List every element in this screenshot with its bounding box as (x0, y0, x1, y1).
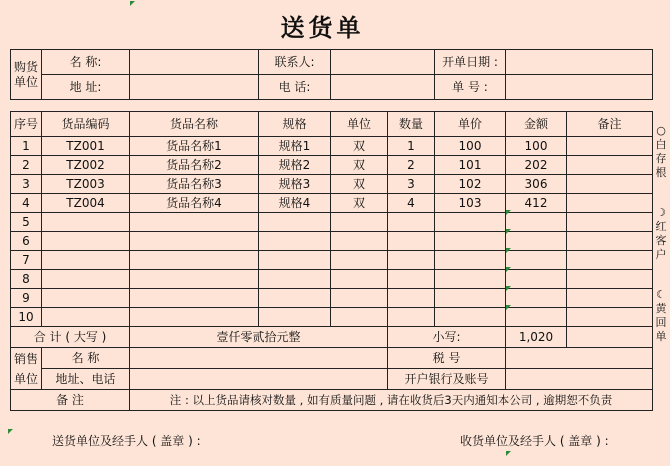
remark-label: 备 注 (11, 390, 130, 411)
comment-marker (506, 248, 511, 253)
cell-amount[interactable] (506, 213, 567, 232)
cell-note[interactable] (567, 308, 653, 327)
cell-price[interactable] (435, 270, 506, 289)
cell-unit[interactable] (331, 270, 388, 289)
cell-price[interactable]: 100 (435, 137, 506, 156)
comment-marker (506, 451, 511, 456)
seller-address-field[interactable] (130, 369, 388, 390)
cell-qty[interactable]: 3 (388, 175, 435, 194)
cell-unit[interactable]: 双 (331, 137, 388, 156)
cell-qty[interactable]: 1 (388, 137, 435, 156)
cell-code[interactable] (42, 289, 130, 308)
header-cell: 单价 (435, 112, 506, 137)
cell-amount[interactable]: 100 (506, 137, 567, 156)
buyer-section-label: 购货单位 (11, 50, 42, 100)
total-small-label: 小写: (388, 327, 506, 348)
total-small-value: 1,020 (506, 327, 567, 348)
cell-seq: 8 (11, 270, 42, 289)
seller-name-field[interactable] (130, 348, 388, 369)
buyer-contact-label: 联系人: (259, 50, 331, 75)
items-table (10, 111, 653, 411)
cell-price[interactable] (435, 251, 506, 270)
header-cell: 金额 (506, 112, 567, 137)
cell-unit[interactable]: 双 (331, 156, 388, 175)
buyer-name-label: 名 称: (42, 50, 130, 75)
side-note-white (654, 124, 668, 180)
cell-spec[interactable]: 规格1 (259, 137, 331, 156)
table-row (11, 194, 653, 213)
cell-qty[interactable] (388, 270, 435, 289)
cell-amount[interactable] (506, 270, 567, 289)
cell-seq: 6 (11, 232, 42, 251)
header-cell: 数量 (388, 112, 435, 137)
cell-item-name[interactable] (130, 232, 259, 251)
cell-spec[interactable] (259, 270, 331, 289)
header-cell: 序号 (11, 112, 42, 137)
cell-unit[interactable] (331, 251, 388, 270)
cell-seq: 4 (11, 194, 42, 213)
table-row (11, 308, 653, 327)
header-cell: 单位 (331, 112, 388, 137)
total-uppercase-value: 壹仟零贰拾元整 (130, 327, 388, 348)
table-row (11, 175, 653, 194)
comment-marker (506, 305, 511, 310)
cell-amount[interactable] (506, 289, 567, 308)
buyer-number-field[interactable] (506, 75, 653, 100)
remark-row (11, 390, 653, 411)
cell-amount[interactable]: 202 (506, 156, 567, 175)
seller-row-1 (11, 348, 653, 369)
cell-qty[interactable] (388, 213, 435, 232)
buyer-contact-field[interactable] (331, 50, 435, 75)
comment-marker (506, 286, 511, 291)
cell-code[interactable]: TZ004 (42, 194, 130, 213)
cell-qty[interactable]: 4 (388, 194, 435, 213)
buyer-info-table (10, 49, 653, 100)
seller-address-label: 地址、电话 (42, 369, 130, 390)
cell-code[interactable] (42, 270, 130, 289)
cell-note[interactable] (567, 213, 653, 232)
cell-seq: 10 (11, 308, 42, 327)
cell-unit[interactable] (331, 308, 388, 327)
cell-code[interactable]: TZ002 (42, 156, 130, 175)
cell-spec[interactable] (259, 308, 331, 327)
cell-spec[interactable] (259, 232, 331, 251)
header-cell: 货品编码 (42, 112, 130, 137)
cell-note[interactable] (567, 137, 653, 156)
table-row (11, 156, 653, 175)
cell-amount[interactable] (506, 232, 567, 251)
cell-price[interactable]: 102 (435, 175, 506, 194)
cell-price[interactable]: 103 (435, 194, 506, 213)
cell-note[interactable] (567, 251, 653, 270)
cell-code[interactable]: TZ001 (42, 137, 130, 156)
side-note-text: 红客户 (655, 220, 667, 261)
buyer-phone-label: 电 话: (259, 75, 331, 100)
cell-price[interactable]: 101 (435, 156, 506, 175)
cell-item-name[interactable]: 货品名称1 (130, 137, 259, 156)
cell-qty[interactable] (388, 232, 435, 251)
cell-spec[interactable]: 规格3 (259, 175, 331, 194)
cell-spec[interactable] (259, 213, 331, 232)
page-title: 送货单 (280, 14, 365, 42)
cell-spec[interactable] (259, 251, 331, 270)
cell-price[interactable] (435, 308, 506, 327)
cell-code[interactable] (42, 213, 130, 232)
sender-signature-label: 送货单位及经手人 ( 盖章 ) : (52, 434, 201, 448)
seller-row-2 (11, 369, 653, 390)
cell-price[interactable] (435, 232, 506, 251)
cell-item-name[interactable]: 货品名称3 (130, 175, 259, 194)
cell-amount[interactable]: 412 (506, 194, 567, 213)
cell-qty[interactable] (388, 308, 435, 327)
cell-code[interactable] (42, 232, 130, 251)
cell-unit[interactable] (331, 289, 388, 308)
cell-qty[interactable] (388, 251, 435, 270)
cell-item-name[interactable] (130, 270, 259, 289)
buyer-address-label: 地 址: (42, 75, 130, 100)
cell-seq: 2 (11, 156, 42, 175)
cell-seq: 9 (11, 289, 42, 308)
table-row (11, 137, 653, 156)
comment-marker (8, 429, 13, 434)
cell-item-name[interactable]: 货品名称2 (130, 156, 259, 175)
comment-marker (506, 210, 511, 215)
cell-amount[interactable]: 306 (506, 175, 567, 194)
cell-item-name[interactable] (130, 308, 259, 327)
remark-text: 注 : 以上货品请核对数量 , 如有质量问题 , 请在收货后3天内通知本公司 , 逾期恕不负责 (130, 390, 653, 411)
buyer-address-field[interactable] (130, 75, 259, 100)
cell-seq: 5 (11, 213, 42, 232)
buyer-phone-field[interactable] (331, 75, 435, 100)
cell-code[interactable] (42, 308, 130, 327)
table-row (11, 289, 653, 308)
cell-code[interactable]: TZ003 (42, 175, 130, 194)
cell-note[interactable] (567, 232, 653, 251)
cell-item-name[interactable] (130, 289, 259, 308)
receiver-signature-label: 收货单位及经手人 ( 盖章 ) : (460, 434, 609, 448)
cell-spec[interactable] (259, 289, 331, 308)
total-label: 合 计 ( 大写 ) (11, 327, 130, 348)
cell-unit[interactable] (331, 213, 388, 232)
cell-item-name[interactable]: 货品名称4 (130, 194, 259, 213)
side-note-yellow (654, 288, 668, 344)
cell-unit[interactable] (331, 232, 388, 251)
circle-icon: ○ (656, 124, 666, 137)
cell-note[interactable] (567, 289, 653, 308)
buyer-date-field[interactable] (506, 50, 653, 75)
cell-seq: 3 (11, 175, 42, 194)
side-note-text: 黄回单 (655, 302, 667, 343)
cell-code[interactable] (42, 251, 130, 270)
total-note-cell (567, 327, 653, 348)
cell-amount[interactable] (506, 251, 567, 270)
header-cell: 货品名称 (130, 112, 259, 137)
total-row (11, 327, 653, 348)
cell-price[interactable] (435, 289, 506, 308)
cell-note[interactable] (567, 175, 653, 194)
cell-unit[interactable]: 双 (331, 175, 388, 194)
side-note-text: 白存根 (655, 138, 667, 179)
comment-marker (506, 267, 511, 272)
seller-bank-label: 开户银行及账号 (388, 369, 506, 390)
table-row (11, 270, 653, 289)
header-cell: 备注 (567, 112, 653, 137)
cell-item-name[interactable] (130, 213, 259, 232)
comment-marker (506, 229, 511, 234)
table-row (11, 213, 653, 232)
seller-name-label: 名 称 (42, 348, 130, 369)
seller-bank-field[interactable] (506, 369, 653, 390)
cell-item-name[interactable] (130, 251, 259, 270)
cell-seq: 1 (11, 137, 42, 156)
cell-qty[interactable]: 2 (388, 156, 435, 175)
cell-amount[interactable] (506, 308, 567, 327)
cell-note[interactable] (567, 156, 653, 175)
crescent-icon: ☾ (656, 288, 666, 301)
items-header-row (11, 112, 653, 137)
buyer-date-label: 开单日期 : (435, 50, 506, 75)
table-row (11, 251, 653, 270)
cell-seq: 7 (11, 251, 42, 270)
crescent-icon: ☽ (656, 206, 666, 219)
side-note-red (654, 206, 668, 262)
buyer-number-label: 单 号 : (435, 75, 506, 100)
buyer-name-field[interactable] (130, 50, 259, 75)
cell-spec[interactable]: 规格2 (259, 156, 331, 175)
header-cell: 规格 (259, 112, 331, 137)
cell-price[interactable] (435, 213, 506, 232)
comment-marker (130, 1, 135, 6)
cell-qty[interactable] (388, 289, 435, 308)
seller-section-label: 销售单位 (11, 348, 42, 390)
cell-note[interactable] (567, 270, 653, 289)
cell-unit[interactable]: 双 (331, 194, 388, 213)
cell-spec[interactable]: 规格4 (259, 194, 331, 213)
table-row (11, 232, 653, 251)
cell-note[interactable] (567, 194, 653, 213)
seller-tax-label: 税 号 (388, 348, 506, 369)
seller-tax-field[interactable] (506, 348, 653, 369)
